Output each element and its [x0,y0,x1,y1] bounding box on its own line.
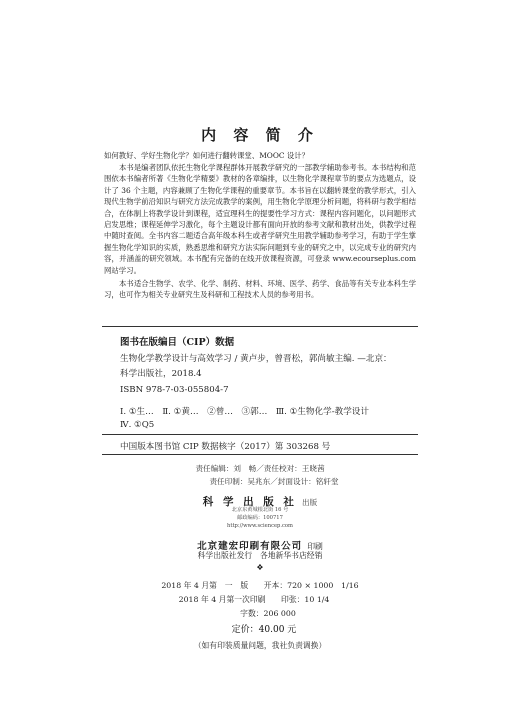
intro-question: 如何教好、学好生物化学？如何进行翻转课堂、MOOC 设计？ [104,151,310,160]
editors-line: 责任编辑：刘 畅／责任校对：王晓茜 [195,464,325,473]
publisher-address: 北京东黄城根北街 16 号 [231,507,289,513]
price: 定价：40.00 元 [231,625,297,635]
cip-heading: 图书在版编目（CIP）数据 [120,337,235,348]
edition-line: 2018 年 4 月第 一 版 开本：720 × 1000 1/16 [161,581,359,590]
page-title: 内 容 简 介 [201,126,319,144]
printing-line: 2018 年 4 月第一次印刷 印张：10 1/4 [178,595,330,604]
word-count: 字数：206 000 [240,609,296,618]
intro-body: 本书是编者团队依托生物化学课程群体开展教学研究的一部教学辅助参考书。本书结构和范围依本书编者所著《生物化学精要》教材的各章编排，以生物化学课程章节的要点为选题点，设计了 36 个主题，内容兼顾了生物化学课程的重要章节。本书旨在以翻转课堂的教学形式，引入现代生物学前沿知识与研究方法完成教学的案例，用生物化学原理分析问题，将科研与教学相结合，在体制上将教学设计到课程，适宜理科生的提要性学习方式：课程内容问题化，以问题形式启发思维；课程延伸学习激化，每个主题设计都有面向开放的参考文献和教材出处，供教学过程中随时查阅。全书内容二题适合高年级本科生或者学研究生用教学辅助参考学习，有助于学生掌握生物化学知识的实质，熟悉思维和研究方法实际问题到专业的研究之中，以完成专业的研究内容，并涵盖的研究领域。本书配有完备的在线开放课程资源，可登录 www.ecourseplus.com 网站学习。 [104,163,416,275]
cip-record-number: 中国版本图书馆 CIP 数据核字（2017）第 303268 号 [120,442,331,452]
production-line: 责任印制：吴兆东／封面设计：铭轩堂 [209,477,339,486]
publisher-postcode: 邮政编码：100717 [237,515,283,521]
cip-classification: Ⅳ. ①Q5 [120,420,155,430]
cip-title-line: 生物化学教学设计与高效学习 / 黄卢步，曾晋松，郭尚敏主编. —北京： [120,354,392,364]
cip-subject-line: Ⅰ. ①生… Ⅱ. ①黄… ②曾… ③郭… Ⅲ. ①生物化学-教学设计 [120,407,369,417]
distribution-line: 科学出版社发行 各地新华书店经销 [197,551,323,560]
publisher-website: http://www.sciencep.com [227,523,293,529]
publisher-name: 科 学 出 版 社 [202,496,297,508]
cip-publisher-line: 科学出版社，2018.4 [120,369,202,379]
ornament-separator: ❖ [256,563,264,572]
printer-name: 北京建宏印刷有限公司 [197,541,303,552]
quality-notice: （如有印装质量问题，我社负责调换） [193,641,327,650]
divider [102,326,418,327]
divider [102,434,418,435]
printer-suffix: 印刷 [307,542,323,551]
cip-isbn: ISBN 978-7-03-055804-7 [120,385,229,395]
intro-audience: 本书适合生物学、农学、化学、制药、材料、环境、医学、药学、食品等有关专业本科生学习，也可作为相关专业研究生及科研和工程技术人员的参考用书。 [104,279,416,300]
divider [102,454,418,455]
publisher-suffix: 出版 [302,498,318,507]
